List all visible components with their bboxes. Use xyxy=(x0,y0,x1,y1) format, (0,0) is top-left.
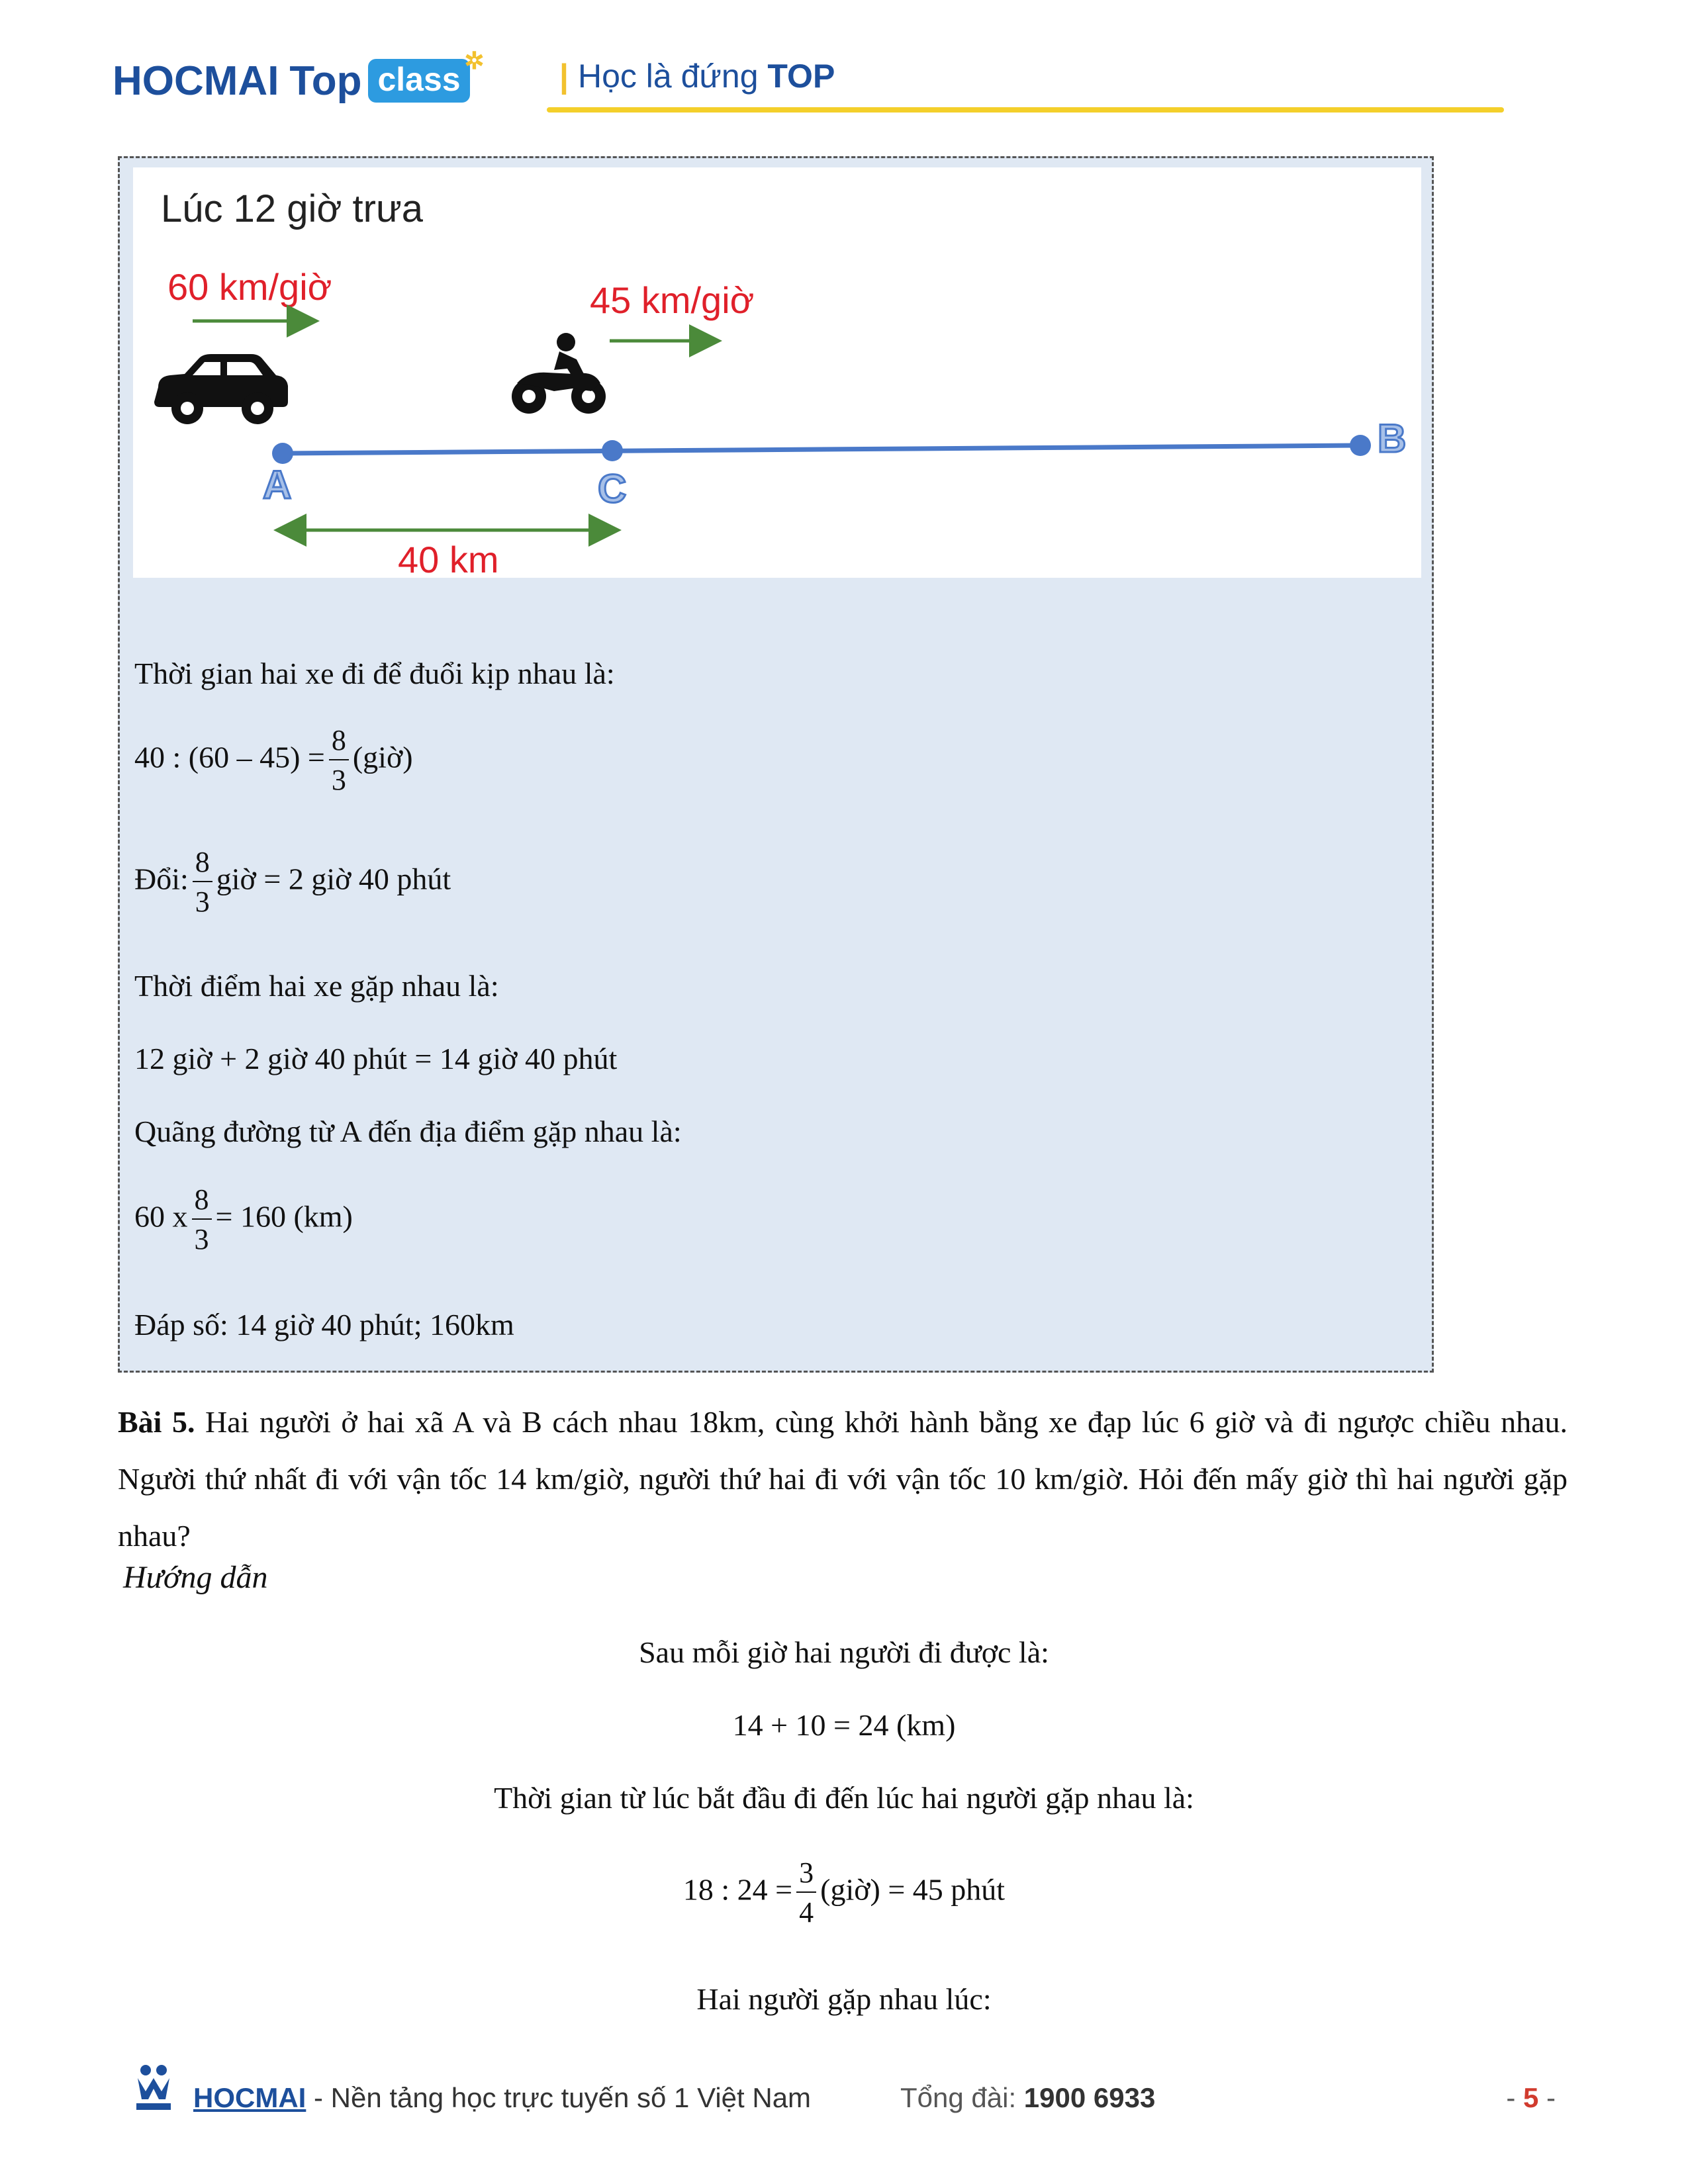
car-speed-label: 60 km/giờ xyxy=(167,266,332,308)
footer-brand-link[interactable]: HOCMAI xyxy=(193,2082,306,2113)
page-number-value: 5 xyxy=(1523,2082,1539,2113)
diagram-title: Lúc 12 giờ trưa xyxy=(161,187,424,230)
page-footer xyxy=(132,2077,1556,2116)
problem-5 xyxy=(118,1394,1568,1565)
expr-suffix: (giờ) xyxy=(352,740,413,774)
tagline-bold: TOP xyxy=(767,58,835,95)
solution-line-5: 12 giờ + 2 giờ 40 phút = 14 giờ 40 phút xyxy=(134,1042,618,1075)
point-c-marker xyxy=(602,440,623,461)
guide-line-3: Thời gian từ lúc bắt đầu đi đến lúc hai người gặp nhau là: xyxy=(494,1781,1194,1815)
guide-heading: Hướng dẫn xyxy=(123,1560,268,1595)
solution-line-6: Quãng đường từ A đến địa điểm gặp nhau là: xyxy=(134,1115,682,1148)
expr-suffix: (giờ) = 45 phút xyxy=(820,1872,1006,1907)
point-b-label: B xyxy=(1378,416,1407,461)
car-icon xyxy=(154,354,288,424)
logo-class-text: class xyxy=(377,61,461,98)
tagline-divider: | xyxy=(559,58,569,95)
solution-line-2 xyxy=(134,726,413,795)
guide-line-1: Sau mỗi giờ hai người đi được là: xyxy=(639,1635,1049,1669)
fraction xyxy=(193,848,212,917)
hocmai-topclass-logo xyxy=(113,47,485,107)
guide-line-4 xyxy=(0,1858,1688,1927)
solution-line-1: Thời gian hai xe đi để đuổi kịp nhau là: xyxy=(134,657,615,690)
expr-prefix: 18 : 24 = xyxy=(682,1872,793,1907)
tagline-text: Học là đứng xyxy=(578,58,759,95)
fraction xyxy=(192,1185,212,1254)
logo-hocmai: HOCMAI xyxy=(113,58,279,104)
point-c-label: C xyxy=(598,467,627,511)
footer-brand xyxy=(193,2082,811,2114)
route-line xyxy=(283,445,1360,453)
point-b-marker xyxy=(1350,435,1371,456)
fraction-numerator: 8 xyxy=(193,848,212,882)
footer-hotline xyxy=(900,2082,1155,2114)
hotline-number: 1900 6933 xyxy=(1023,2082,1156,2113)
expr-suffix: = 160 (km) xyxy=(215,1199,353,1234)
fraction-denominator: 4 xyxy=(799,1896,814,1929)
fraction-denominator: 3 xyxy=(331,764,346,796)
problem-text: Hai người ở hai xã A và B cách nhau 18km, cùng khởi hành bằng xe đạp lúc 6 giờ và đi ngược chiều nhau. Người thứ nhất đi với vận tốc 14 km/giờ, người thứ hai đi với vận tốc 10 km/giờ. Hỏi đến mấy giờ thì hai người gặp nhau? xyxy=(118,1405,1568,1553)
fraction-denominator: 3 xyxy=(194,1223,209,1255)
solution-answer: Đáp số: 14 giờ 40 phút; 160km xyxy=(134,1308,514,1342)
fraction-numerator: 3 xyxy=(796,1858,816,1893)
logo-class xyxy=(368,47,485,103)
guide-line-5: Hai người gặp nhau lúc: xyxy=(696,1982,992,2016)
motorcycle-icon xyxy=(512,333,606,414)
diagram-svg xyxy=(133,167,1421,578)
solution-line-7 xyxy=(134,1185,353,1254)
point-a-marker xyxy=(272,443,293,464)
distance-label: 40 km xyxy=(398,539,499,578)
page-number: - 5 - xyxy=(1506,2082,1556,2113)
expr-prefix: 40 : (60 – 45) = xyxy=(134,740,325,774)
solution-line-4: Thời điểm hai xe gặp nhau là: xyxy=(134,969,499,1003)
fraction-denominator: 3 xyxy=(195,886,210,918)
hotline-label: Tổng đài: xyxy=(900,2082,1017,2113)
expr-prefix: Đổi: xyxy=(134,862,189,896)
gear-icon: ✲ xyxy=(464,47,485,74)
footer-brand-text: - Nền tảng học trực tuyến số 1 Việt Nam xyxy=(306,2082,812,2113)
header-rule xyxy=(547,107,1504,113)
hocmai-people-icon xyxy=(132,2062,175,2115)
solution-line-3 xyxy=(134,848,451,917)
expr-prefix: 60 x xyxy=(134,1199,188,1234)
fraction-numerator: 8 xyxy=(192,1185,212,1220)
moto-speed-label: 45 km/giờ xyxy=(590,279,755,321)
guide-line-2: 14 + 10 = 24 (km) xyxy=(732,1708,956,1742)
problem-label: Bài 5. xyxy=(118,1405,195,1439)
fraction xyxy=(796,1858,816,1927)
point-a-label: A xyxy=(263,463,292,507)
tagline xyxy=(559,57,835,95)
logo-top: Top xyxy=(289,58,362,104)
fraction-numerator: 8 xyxy=(329,726,349,760)
fraction xyxy=(329,726,349,795)
motion-diagram xyxy=(133,167,1421,578)
expr-suffix: giờ = 2 giờ 40 phút xyxy=(216,862,451,896)
solution-box xyxy=(118,156,1434,1373)
